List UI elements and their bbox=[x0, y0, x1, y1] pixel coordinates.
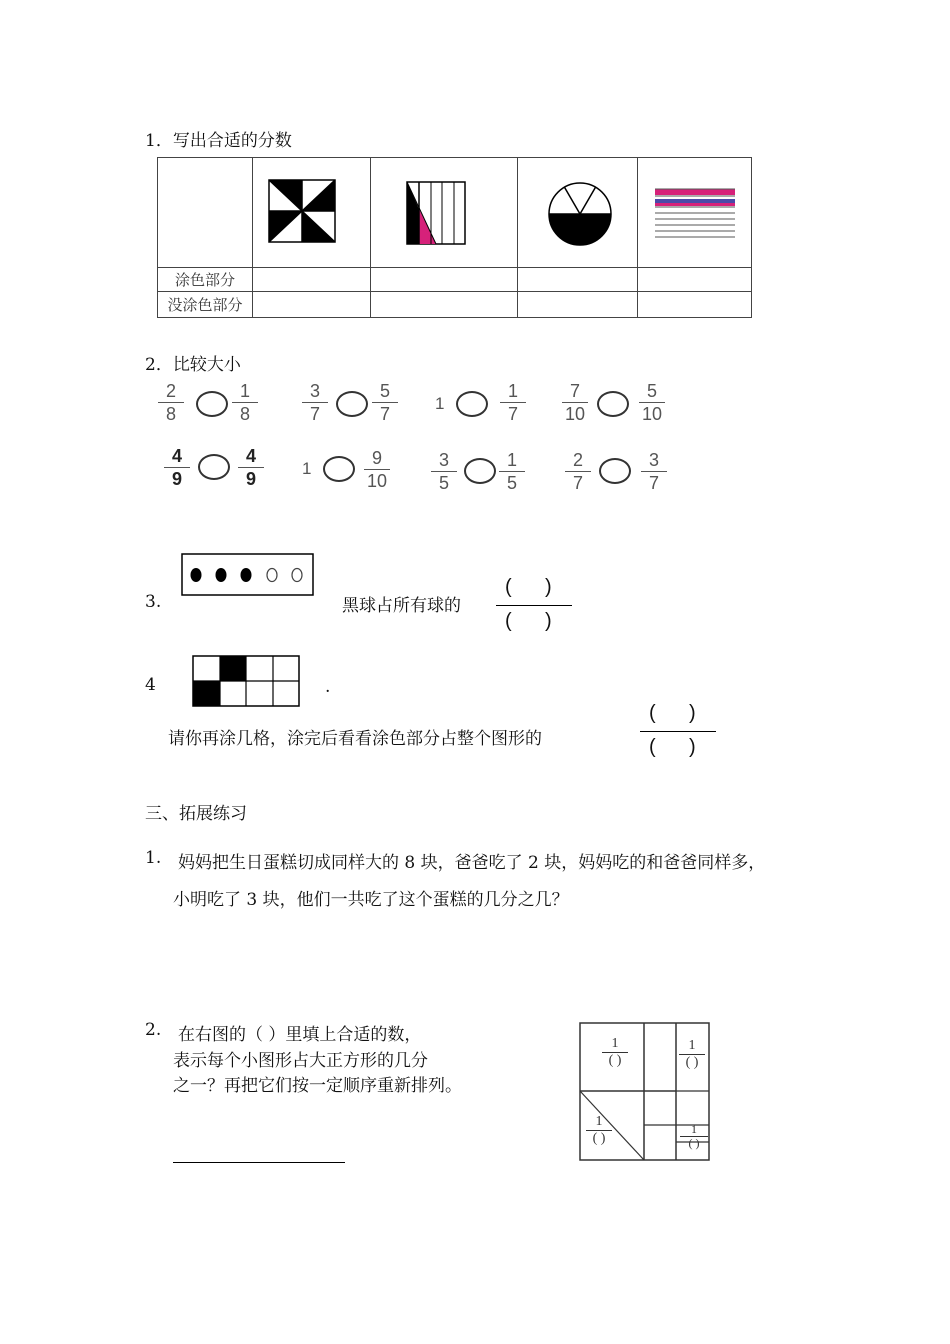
fraction: 5 7 bbox=[372, 381, 398, 424]
shape-cell-circle bbox=[518, 158, 638, 268]
problem1-line1: 妈妈把生日蛋糕切成同样大的 8 块，爸爸吃了 2 块，妈妈吃的和爸爸同样多， bbox=[178, 853, 766, 873]
fraction: 3 7 bbox=[302, 381, 328, 424]
fraction: 2 7 bbox=[565, 450, 591, 493]
row-label-unshaded: 没涂色部分 bbox=[158, 292, 253, 318]
fraction: 5 10 bbox=[639, 381, 665, 424]
fraction: 3 5 bbox=[431, 450, 457, 493]
q3-number: 3. bbox=[145, 592, 162, 612]
fraction: 3 7 bbox=[641, 450, 667, 493]
whole-number: 1 bbox=[302, 459, 312, 478]
q1-title: 1．写出合适的分数 bbox=[145, 131, 292, 151]
answer-cell[interactable] bbox=[371, 292, 518, 318]
blank-numerator[interactable]: ( ) bbox=[649, 702, 696, 724]
striped-rectangle-figure bbox=[638, 158, 751, 263]
fraction-bar bbox=[640, 731, 716, 732]
problem2-line2: 表示每个小图形占大正方形的几分 bbox=[173, 1051, 428, 1071]
table-corner-cell bbox=[158, 158, 253, 268]
fraction-table bbox=[157, 157, 752, 318]
fraction: 2 8 bbox=[158, 381, 184, 424]
problem2-number: 2. bbox=[145, 1020, 162, 1040]
pinwheel-square-figure bbox=[253, 158, 370, 263]
fraction: 1 5 bbox=[499, 450, 525, 493]
blank-denominator[interactable]: ( ) bbox=[505, 610, 552, 632]
row-label-shaded: 涂色部分 bbox=[158, 268, 253, 292]
compare-circle[interactable] bbox=[597, 391, 629, 417]
fraction-blank[interactable]: ( ) bbox=[688, 1136, 700, 1150]
region-fraction: 1 ( ) bbox=[586, 1114, 612, 1147]
blank-numerator[interactable]: ( ) bbox=[505, 576, 552, 598]
answer-cell[interactable] bbox=[518, 292, 638, 318]
circle-figure bbox=[518, 158, 637, 263]
answer-cell[interactable] bbox=[253, 268, 371, 292]
fraction-blank[interactable]: ( ) bbox=[592, 1131, 606, 1146]
whole-number: 1 bbox=[435, 394, 445, 413]
fraction: 9 10 bbox=[364, 448, 390, 491]
problem2-line1: 在右图的（ ）里填上合适的数， bbox=[178, 1025, 422, 1045]
q4-text: 请你再涂几格，涂完后看看涂色部分占整个图形的 bbox=[168, 729, 542, 749]
fraction: 1 7 bbox=[500, 381, 526, 424]
compare-circle[interactable] bbox=[599, 458, 631, 484]
fraction: 4 9 bbox=[238, 446, 264, 489]
blank-denominator[interactable]: ( ) bbox=[649, 736, 696, 758]
answer-cell[interactable] bbox=[638, 268, 752, 292]
shape-cell-lines bbox=[638, 158, 752, 268]
q3-text: 黑球占所有球的 bbox=[342, 596, 461, 616]
compare-circle[interactable] bbox=[323, 456, 355, 482]
answer-cell[interactable] bbox=[371, 268, 518, 292]
shape-cell-pinwheel bbox=[253, 158, 371, 268]
ball-box-figure bbox=[180, 552, 316, 598]
fraction: 4 9 bbox=[164, 446, 190, 489]
strip-rectangle-figure bbox=[371, 158, 517, 263]
answer-cell[interactable] bbox=[638, 292, 752, 318]
shape-cell-strips bbox=[371, 158, 518, 268]
answer-line[interactable] bbox=[173, 1162, 345, 1163]
compare-circle[interactable] bbox=[198, 454, 230, 480]
fraction: 1 8 bbox=[232, 381, 258, 424]
compare-circle[interactable] bbox=[336, 391, 368, 417]
answer-cell[interactable] bbox=[253, 292, 371, 318]
q4-number: 4 bbox=[145, 675, 156, 695]
q4-dot: . bbox=[325, 677, 331, 697]
fraction-bar bbox=[496, 605, 572, 606]
grid-figure[interactable] bbox=[192, 655, 302, 709]
region-fraction: 1 ( ) bbox=[602, 1036, 628, 1069]
region-fraction: 1 ( ) bbox=[680, 1123, 708, 1150]
region-fraction: 1 ( ) bbox=[679, 1038, 705, 1071]
compare-circle[interactable] bbox=[456, 391, 488, 417]
problem1-line2: 小明吃了 3 块，他们一共吃了这个蛋糕的几分之几？ bbox=[173, 890, 569, 910]
problem1-number: 1. bbox=[145, 848, 162, 868]
answer-cell[interactable] bbox=[518, 268, 638, 292]
problem2-line3: 之一？再把它们按一定顺序重新排列。 bbox=[173, 1076, 462, 1096]
compare-circle[interactable] bbox=[464, 458, 496, 484]
q2-title: 2．比较大小 bbox=[145, 355, 241, 375]
section-title: 三、拓展练习 bbox=[145, 804, 247, 824]
fraction: 7 10 bbox=[562, 381, 588, 424]
compare-circle[interactable] bbox=[196, 391, 228, 417]
fraction-blank[interactable]: ( ) bbox=[685, 1055, 699, 1070]
fraction-blank[interactable]: ( ) bbox=[608, 1053, 622, 1068]
